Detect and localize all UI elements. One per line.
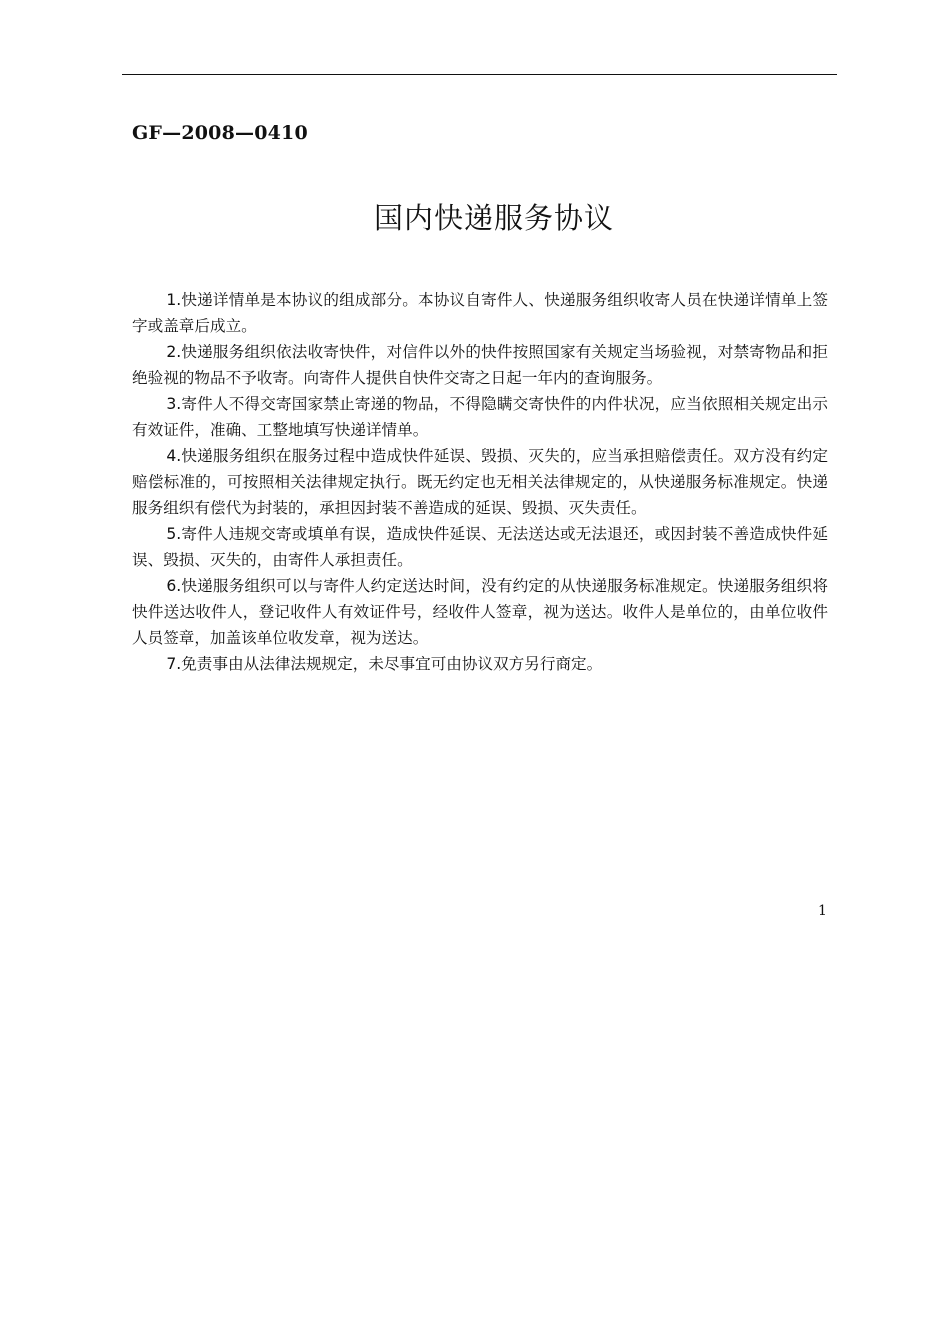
page-number: 1 [818,903,827,919]
document-code: GF—2008—0410 [132,122,308,144]
clause-5: 5.寄件人违规交寄或填单有误，造成快件延误、无法送达或无法退还，或因封装不善造成快件延误、毁损、灭失的，由寄件人承担责任。 [132,525,828,569]
header-rule [122,74,837,75]
clause-3: 3.寄件人不得交寄国家禁止寄递的物品，不得隐瞒交寄快件的内件状况，应当依照相关规定出示有效证件，准确、工整地填写快递详情单。 [132,395,828,439]
clause-7: 7.免责事由从法律法规规定，未尽事宜可由协议双方另行商定。 [166,655,603,673]
clause-2: 2.快递服务组织依法收寄快件，对信件以外的快件按照国家有关规定当场验视，对禁寄物品和拒绝验视的物品不予收寄。向寄件人提供自快件交寄之日起一年内的查询服务。 [132,343,828,387]
clause-4: 4.快递服务组织在服务过程中造成快件延误、毁损、灭失的，应当承担赔偿责任。双方没有约定赔偿标准的，可按照相关法律规定执行。既无约定也无相关法律规定的，从快递服务标准规定。快递服务组织有偿代为封装的，承担因封装不善造成的延误、毁损、灭失责任。 [132,447,828,517]
clause-1: 1.快递详情单是本协议的组成部分。本协议自寄件人、快递服务组织收寄人员在快递详情单上签字或盖章后成立。 [132,291,828,335]
document-title: 国内快递服务协议 [373,201,614,235]
clause-list [132,287,828,677]
clause-6: 6.快递服务组织可以与寄件人约定送达时间，没有约定的从快递服务标准规定。快递服务组织将快件送达收件人，登记收件人有效证件号，经收件人签章，视为送达。收件人是单位的，由单位收件人员签章，加盖该单位收发章，视为送达。 [132,577,828,647]
